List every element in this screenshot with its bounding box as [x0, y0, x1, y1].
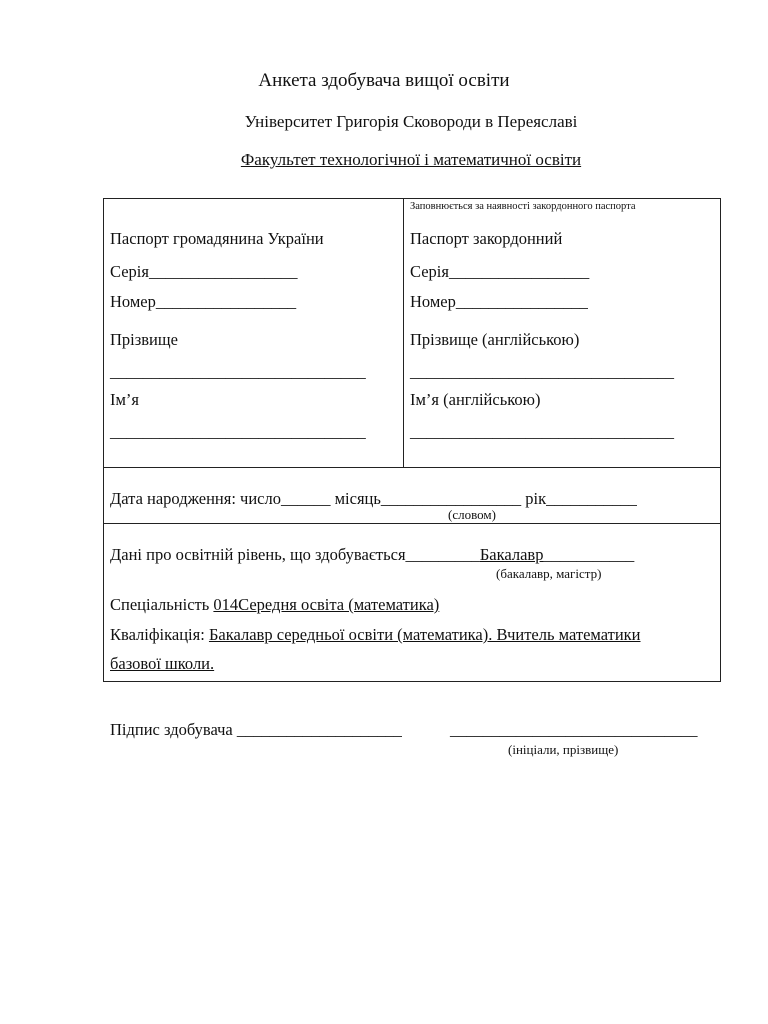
signature-hint: (ініціали, прізвище) — [508, 742, 619, 757]
passport-foreign-note: Заповнюється за наявності закордонного паспорта — [410, 201, 636, 212]
specialty-label: Спеціальність — [110, 595, 214, 614]
row-divider-birth — [103, 467, 721, 468]
signature-name-field[interactable]: ______________________________ — [450, 720, 698, 739]
passport-foreign-surname-label: Прізвище (англійською) — [410, 330, 580, 349]
passport-ua-series-field[interactable]: Серія__________________ — [110, 262, 298, 281]
row-divider-education — [103, 523, 721, 524]
birth-date-field[interactable]: Дата народження: число______ місяць_________________ рік___________ — [110, 489, 637, 508]
education-level-suffix: ___________ — [543, 545, 635, 564]
qualification-row — [110, 625, 641, 645]
education-level-prefix: Дані про освітній рівень, що здобувається_________ — [110, 545, 480, 564]
education-level-field[interactable] — [110, 545, 634, 565]
university-name: Університет Григорія Сковороди в Переяславі — [244, 112, 578, 131]
passport-ua-name-label: Ім’я — [110, 390, 140, 409]
qualification-value-line1: Бакалавр середньої освіти (математика). Вчитель математики — [208, 625, 641, 644]
qualification-value-line2: базової школи. — [110, 654, 215, 673]
passport-foreign-number-field[interactable]: Номер________________ — [410, 292, 588, 311]
passport-foreign-title: Паспорт закордонний — [410, 229, 563, 248]
specialty-row — [110, 595, 439, 615]
passport-ua-name-field[interactable]: _______________________________ — [110, 422, 366, 441]
passport-divider — [403, 198, 404, 468]
education-level-hint: (бакалавр, магістр) — [496, 566, 602, 581]
signature-field[interactable]: Підпис здобувача ____________________ — [110, 720, 402, 739]
passport-foreign-series-field[interactable]: Серія_________________ — [410, 262, 590, 281]
passport-ua-surname-label: Прізвище — [110, 330, 178, 349]
faculty-name: Факультет технологічної і математичної освіти — [240, 150, 582, 169]
passport-foreign-name-label: Ім’я (англійською) — [410, 390, 541, 409]
birth-date-hint: (словом) — [448, 507, 496, 522]
passport-ua-surname-field[interactable]: _______________________________ — [110, 362, 366, 381]
passport-ua-number-field[interactable]: Номер_________________ — [110, 292, 297, 311]
passport-foreign-name-field[interactable]: ________________________________ — [410, 422, 674, 441]
specialty-value: 014Середня освіта (математика) — [213, 595, 440, 614]
passport-foreign-surname-field[interactable]: ________________________________ — [410, 362, 674, 381]
qualification-label: Кваліфікація: — [110, 625, 209, 644]
form-title: Анкета здобувача вищої освіти — [258, 70, 510, 91]
passport-ua-title: Паспорт громадянина України — [110, 229, 324, 248]
education-level-value: Бакалавр — [479, 545, 544, 564]
